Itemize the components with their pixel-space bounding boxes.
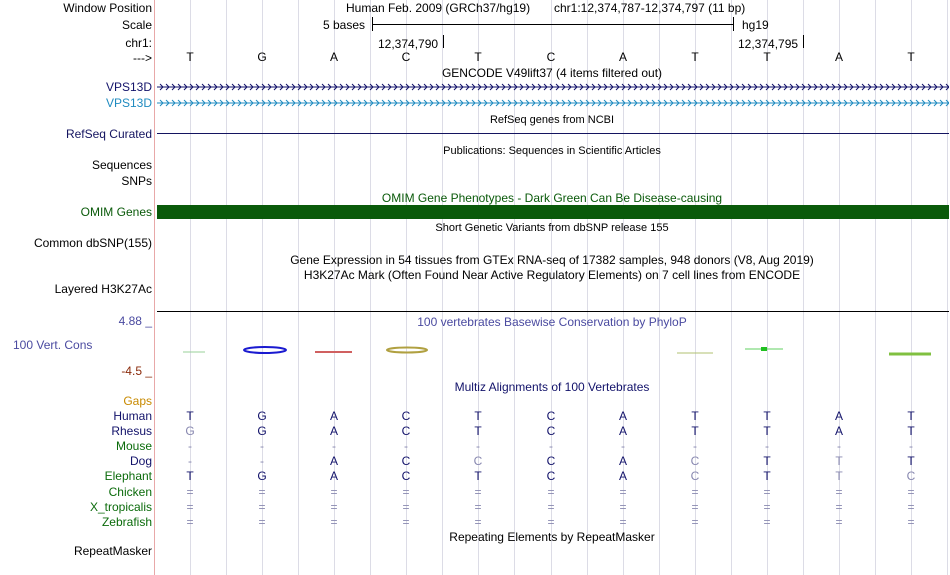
alignment-base: = [330, 485, 338, 499]
repeatmasker-label[interactable]: RepeatMasker [73, 544, 152, 558]
species-label-x_tropicalis[interactable]: X_tropicalis [89, 500, 152, 514]
omim-genes-label[interactable]: OMIM Genes [80, 205, 152, 219]
alignment-base: = [330, 515, 338, 529]
vps13d-transcript-2[interactable] [157, 102, 949, 104]
alignment-base: C [906, 469, 916, 483]
alignment-base: T [763, 409, 771, 423]
base-letter: A [618, 50, 627, 64]
layered-h3k27ac-label[interactable]: Layered H3K27Ac [54, 282, 152, 296]
alignment-base: A [329, 424, 338, 438]
alignment-base: - [621, 439, 625, 453]
snps-label[interactable]: SNPs [121, 174, 152, 188]
refseq-curated-label[interactable]: RefSeq Curated [65, 127, 152, 141]
alignment-base: = [330, 500, 338, 514]
base-letter: T [186, 50, 194, 64]
alignment-base: C [473, 454, 483, 468]
alignment-base: = [619, 485, 627, 499]
vert-cons-label[interactable]: 100 Vert. Cons [13, 338, 93, 352]
alignment-base: = [547, 515, 555, 529]
alignment-base: = [258, 500, 266, 514]
alignment-base: = [907, 485, 915, 499]
alignment-base: C [546, 469, 556, 483]
alignment-base: = [835, 485, 843, 499]
species-label-mouse[interactable]: Mouse [115, 439, 152, 453]
alignment-base: - [404, 439, 408, 453]
h3k27ac-baseline [157, 311, 949, 312]
omim-gene-bar[interactable] [157, 205, 949, 219]
label-separator [154, 0, 155, 575]
alignment-base: A [834, 424, 843, 438]
alignment-base: = [186, 485, 194, 499]
alignment-base: - [260, 454, 264, 468]
scale-label: Scale [121, 18, 152, 32]
multiz-track-title: Multiz Alignments of 100 Vertebrates [454, 380, 650, 394]
alignment-base: C [401, 454, 411, 468]
alignment-base: = [907, 500, 915, 514]
assembly-title: Human Feb. 2009 (GRCh37/hg19) [346, 1, 531, 15]
species-label-dog[interactable]: Dog [129, 454, 152, 468]
alignment-base: T [835, 469, 843, 483]
alignment-base: = [691, 485, 699, 499]
conservation-track-title: 100 vertebrates Basewise Conservation by PhyloP [417, 315, 687, 329]
alignment-base: - [549, 439, 553, 453]
scale-assembly: hg19 [742, 18, 769, 32]
position-text: chr1:12,374,787-12,374,797 (11 bp) [554, 1, 746, 15]
base-letter: G [257, 50, 267, 64]
refseq-gene-line[interactable] [157, 133, 949, 134]
alignment-base: T [474, 409, 482, 423]
base-letter: C [401, 50, 411, 64]
scale-bar-right-tick [733, 17, 734, 31]
alignment-base: T [907, 454, 915, 468]
alignment-base: = [402, 515, 410, 529]
species-label-human[interactable]: Human [113, 409, 152, 423]
species-label-chicken[interactable]: Chicken [108, 485, 152, 499]
chr-label: chr1: [125, 36, 152, 50]
alignment-base: T [186, 409, 194, 423]
alignment-base: C [401, 409, 411, 423]
alignment-base: - [693, 439, 697, 453]
alignment-base: T [907, 409, 915, 423]
gencode-track-title: GENCODE V49lift37 (4 items filtered out) [441, 66, 663, 80]
alignment-base: = [258, 515, 266, 529]
alignment-base: T [835, 454, 843, 468]
alignment-base: = [186, 515, 194, 529]
base-letter: A [329, 50, 338, 64]
alignment-base: = [619, 500, 627, 514]
conservation-plot [0, 340, 950, 362]
alignment-base: C [546, 424, 556, 438]
window-position-label: Window Position [63, 1, 152, 15]
alignment-base: T [763, 424, 771, 438]
vps13d-transcript-1[interactable] [157, 86, 949, 88]
sequences-label[interactable]: Sequences [91, 158, 152, 172]
base-letter: T [907, 50, 915, 64]
coord-right-tick [803, 35, 804, 48]
alignment-base: = [402, 500, 410, 514]
base-letter: C [546, 50, 556, 64]
alignment-base: - [188, 454, 192, 468]
alignment-base: T [474, 469, 482, 483]
cons-mark-4 [387, 348, 427, 353]
alignment-base: A [329, 409, 338, 423]
alignment-base: - [188, 439, 192, 453]
alignment-base: A [618, 424, 627, 438]
vps13d-item-2[interactable]: VPS13D [105, 96, 152, 110]
alignment-base: G [257, 424, 267, 438]
alignment-base: A [618, 454, 627, 468]
scale-text: 5 bases [323, 18, 366, 32]
alignment-base: C [546, 409, 556, 423]
coord-right: 12,374,795 [738, 37, 799, 51]
conservation-min-value: -4.5 _ [121, 364, 152, 378]
coord-left: 12,374,790 [378, 37, 439, 51]
scale-bar-left-tick [372, 17, 373, 31]
alignment-base: C [546, 454, 556, 468]
alignment-base: = [763, 485, 771, 499]
short-variants-track-title: Short Genetic Variants from dbSNP release 155 [435, 222, 669, 234]
alignment-base: C [401, 424, 411, 438]
alignment-base: = [474, 515, 482, 529]
alignment-base: G [185, 424, 195, 438]
species-label-rhesus[interactable]: Rhesus [111, 424, 152, 438]
alignment-base: = [474, 485, 482, 499]
strand-arrow-label: ---> [133, 51, 152, 65]
cons-mark-2 [244, 347, 286, 353]
alignment-base: = [835, 500, 843, 514]
alignment-base: C [690, 469, 700, 483]
repeatmasker-track-title: Repeating Elements by RepeatMasker [449, 530, 655, 544]
alignment-base: A [834, 409, 843, 423]
alignment-base: C [401, 469, 411, 483]
alignment-base: - [476, 439, 480, 453]
alignment-base: G [257, 409, 267, 423]
alignment-base: T [907, 424, 915, 438]
species-label-elephant[interactable]: Elephant [104, 469, 152, 483]
alignment-base: = [835, 515, 843, 529]
conservation-max-value: 4.88 _ [118, 314, 152, 328]
alignment-base: - [260, 439, 264, 453]
alignment-base: T [474, 424, 482, 438]
common-dbsnp-label[interactable]: Common dbSNP(155) [33, 236, 152, 250]
alignment-base: = [619, 515, 627, 529]
alignment-base: C [690, 454, 700, 468]
alignment-base: G [257, 469, 267, 483]
alignment-base: - [765, 439, 769, 453]
alignment-base: = [402, 485, 410, 499]
omim-track-title: OMIM Gene Phenotypes - Dark Green Can Be Disease-causing [381, 191, 723, 205]
publications-track-title: Publications: Sequences in Scientific Articles [443, 145, 661, 157]
alignment-base: A [329, 454, 338, 468]
h3k27ac-track-title: H3K27Ac Mark (Often Found Near Active Regulatory Elements) on 7 cell lines from ENCODE [303, 268, 801, 282]
alignment-base: - [332, 439, 336, 453]
base-letter: T [691, 50, 699, 64]
alignment-base: = [258, 485, 266, 499]
alignment-base: = [547, 485, 555, 499]
alignment-base: = [474, 500, 482, 514]
alignment-base: = [763, 500, 771, 514]
refseq-track-title: RefSeq genes from NCBI [489, 114, 615, 126]
alignment-base: T [763, 469, 771, 483]
alignment-base: = [907, 515, 915, 529]
base-letter: A [834, 50, 843, 64]
alignment-base: = [186, 500, 194, 514]
alignment-base: T [691, 409, 699, 423]
alignment-base: - [837, 439, 841, 453]
vps13d-item-1[interactable]: VPS13D [105, 80, 152, 94]
alignment-base: A [329, 469, 338, 483]
alignment-base: = [691, 515, 699, 529]
coord-left-tick [443, 35, 444, 48]
alignment-base: A [618, 469, 627, 483]
gaps-label[interactable]: Gaps [123, 394, 152, 408]
alignment-base: A [618, 409, 627, 423]
base-letter: T [474, 50, 482, 64]
alignment-base: T [691, 424, 699, 438]
alignment-base: = [763, 515, 771, 529]
gtex-track-title: Gene Expression in 54 tissues from GTEx RNA-seq of 17382 samples, 948 donors (V8, Aug 2019) [290, 253, 814, 267]
alignment-base: = [691, 500, 699, 514]
cons-mark-7 [761, 347, 767, 351]
base-letter: T [763, 50, 771, 64]
alignment-base: T [186, 469, 194, 483]
scale-bar [372, 24, 734, 25]
alignment-base: - [909, 439, 913, 453]
alignment-base: T [763, 454, 771, 468]
alignment-base: = [547, 500, 555, 514]
species-label-zebrafish[interactable]: Zebrafish [101, 515, 152, 529]
